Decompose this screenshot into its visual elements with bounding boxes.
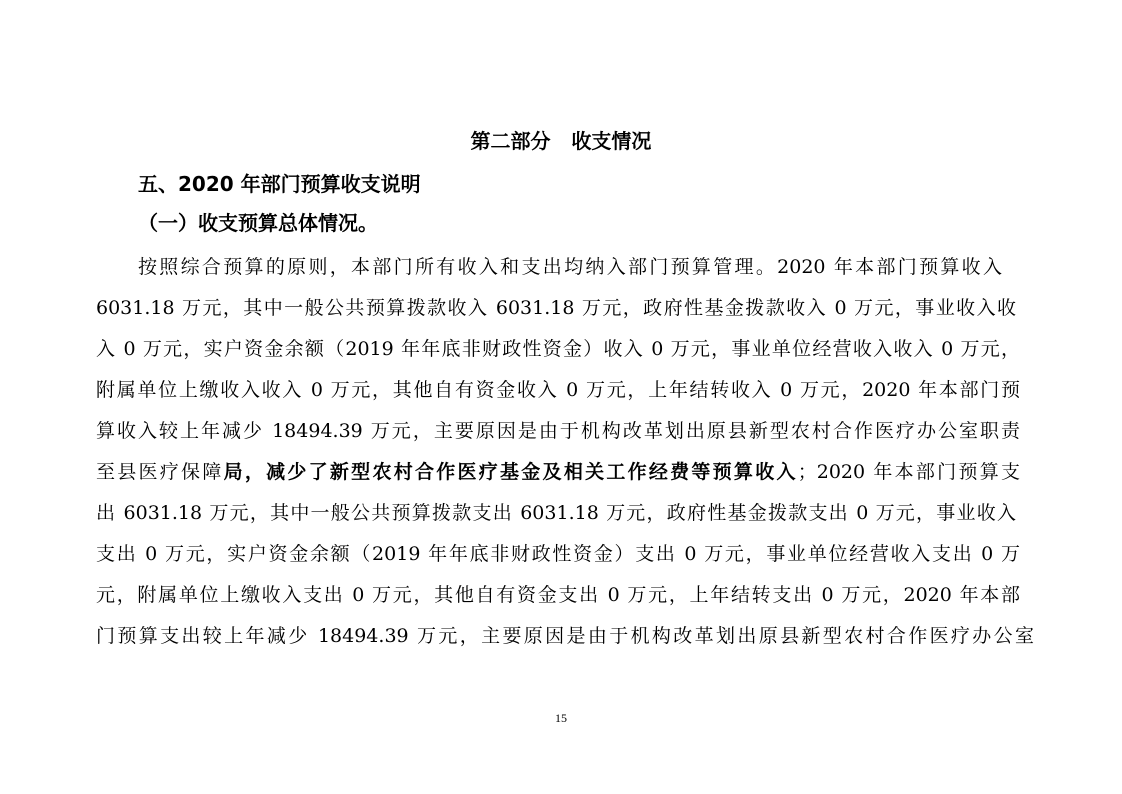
body-line-2: 6031.18 万元，其中一般公共预算拨款收入 6031.18 万元，政府性基金拨款收入 0 万元，事业收入收 <box>96 297 1016 319</box>
body-line-10: 门预算支出较上年减少 18494.39 万元，主要原因是由于机构改革划出原县新型农村合作医疗办公室 <box>96 625 1034 647</box>
body-line-5: 算收入较上年减少 18494.39 万元，主要原因是由于机构改革划出原县新型农村合作医疗办公室职责 <box>96 420 1020 442</box>
body-line-3: 入 0 万元，实户资金余额（2019 年年底非财政性资金）收入 0 万元，事业单位经营收入收入 0 万元， <box>96 338 1020 360</box>
page-number: 15 <box>555 711 567 725</box>
body-line-1: 按照综合预算的原则，本部门所有收入和支出均纳入部门预算管理。2020 年本部门预算收入 <box>138 256 1002 278</box>
body-line-6 <box>96 457 1020 487</box>
body-line-4: 附属单位上缴收入收入 0 万元，其他自有资金收入 0 万元，上年结转收入 0 万元，2020 年本部门预 <box>96 379 1020 401</box>
body-line-6-pre: 至县医疗保障 <box>96 461 224 483</box>
body-line-7: 出 6031.18 万元，其中一般公共预算拨款支出 6031.18 万元，政府性基金拨款支出 0 万元，事业收入 <box>96 502 1016 524</box>
body-line-9: 元，附属单位上缴收入支出 0 万元，其他自有资金支出 0 万元，上年结转支出 0 万元，2020 年本部 <box>96 584 1020 606</box>
body-line-8: 支出 0 万元，实户资金余额（2019 年年底非财政性资金）支出 0 万元，事业单位经营收入支出 0 万 <box>96 543 1020 565</box>
body-line-6-emphasis: 局，减少了新型农村合作医疗基金及相关工作经费等预算收入 <box>223 461 798 483</box>
subsection-title: （一）收支预算总体情况。 <box>138 211 378 235</box>
part-title: 第二部分 收支情况 <box>470 129 652 153</box>
body-line-6-post: ；2020 年本部门预算支 <box>797 461 1020 483</box>
section-title: 五、2020 年部门预算收支说明 <box>138 172 421 196</box>
